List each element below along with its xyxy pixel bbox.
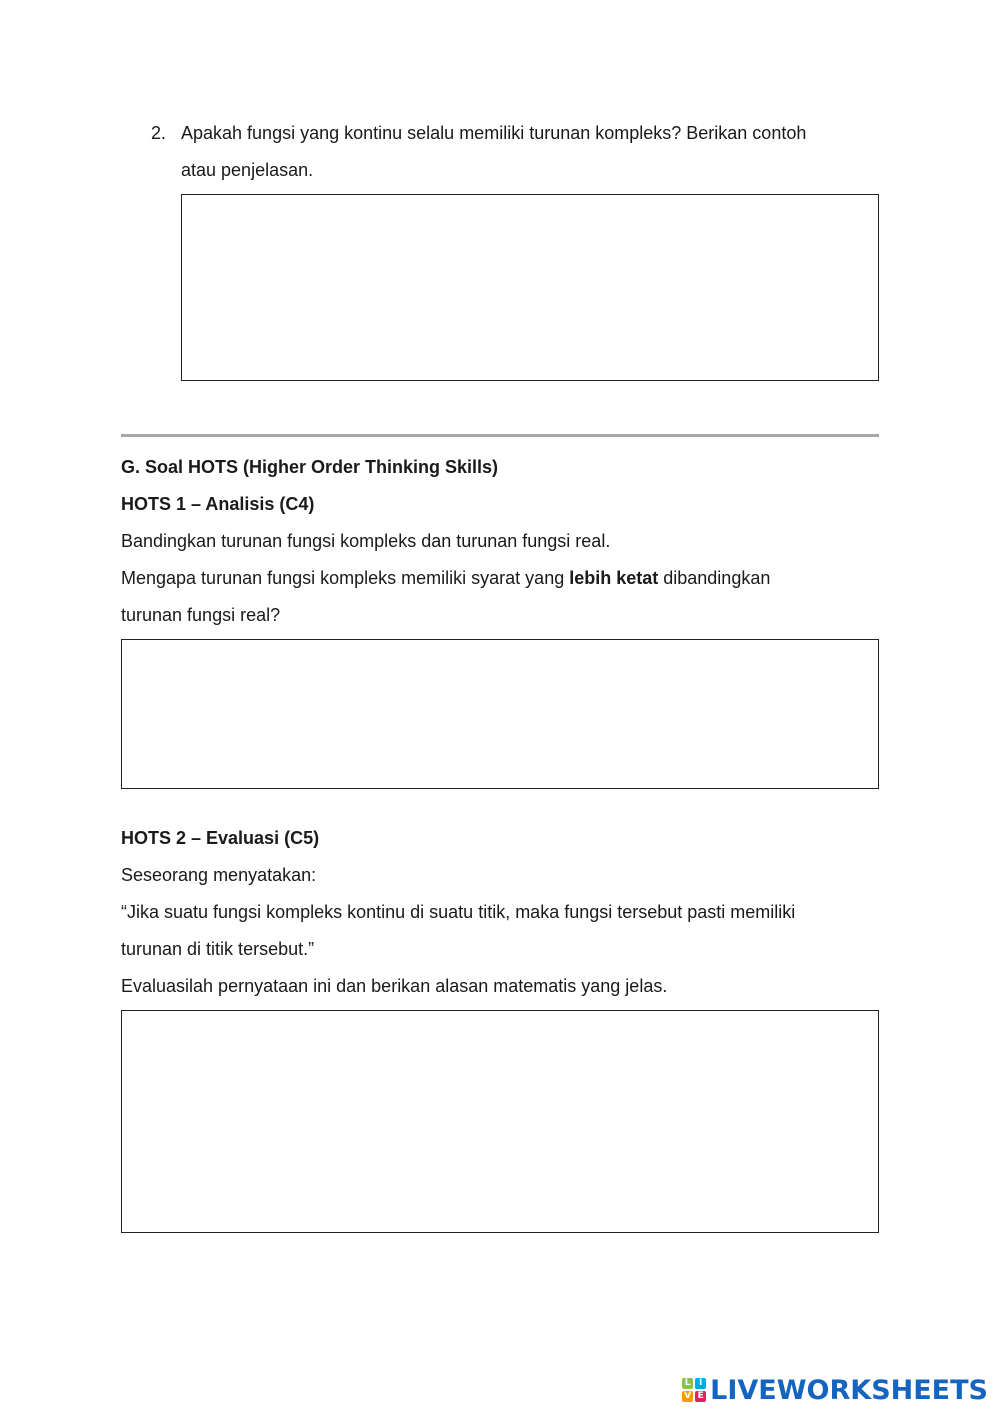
- hots2-title: HOTS 2 – Evaluasi (C5): [121, 828, 320, 848]
- question-text-line-2: atau penjelasan.: [181, 160, 314, 180]
- hots1-text-line-1: Bandingkan turunan fungsi kompleks dan turunan fungsi real.: [121, 531, 611, 551]
- hots2-text-line-3: turunan di titik tersebut.”: [121, 939, 315, 959]
- logo-letter-e: E: [695, 1391, 706, 1402]
- question-text-line-1: Apakah fungsi yang kontinu selalu memiliki turunan kompleks? Berikan contoh: [181, 123, 807, 143]
- answer-input-q2[interactable]: [182, 195, 878, 380]
- section-title: G. Soal HOTS (Higher Order Thinking Skills): [121, 457, 499, 477]
- hots2-text-line-1: Seseorang menyatakan:: [121, 865, 317, 885]
- hots2-text-line-2: “Jika suatu fungsi kompleks kontinu di suatu titik, maka fungsi tersebut pasti memiliki: [121, 902, 796, 922]
- hots1-text-line-2-end: dibandingkan: [658, 568, 771, 588]
- answer-input-hots1[interactable]: [122, 640, 878, 788]
- hots1-title: HOTS 1 – Analisis (C4): [121, 494, 315, 514]
- hots1-emphasis: lebih ketat: [569, 568, 659, 588]
- liveworksheets-logo: [682, 1372, 988, 1408]
- logo-text: LIVEWORKSHEETS: [710, 1374, 988, 1406]
- logo-letter-l: L: [682, 1378, 693, 1389]
- hots2-text-line-4: Evaluasilah pernyataan ini dan berikan alasan matematis yang jelas.: [121, 976, 668, 996]
- answer-box-hots2[interactable]: [121, 1010, 879, 1233]
- answer-box-hots1[interactable]: [121, 639, 879, 789]
- hots1-text-line-2: [121, 560, 770, 597]
- logo-icon: [682, 1378, 706, 1402]
- question-number: 2.: [151, 123, 167, 143]
- answer-input-hots2[interactable]: [122, 1011, 878, 1232]
- hots1-text-line-3: turunan fungsi real?: [121, 605, 281, 625]
- answer-box-q2[interactable]: [181, 194, 879, 381]
- logo-letter-v: V: [682, 1391, 693, 1402]
- logo-letter-i: I: [695, 1378, 706, 1389]
- section-divider: [121, 434, 879, 437]
- hots1-text-line-2-start: Mengapa turunan fungsi kompleks memiliki syarat yang: [121, 568, 570, 588]
